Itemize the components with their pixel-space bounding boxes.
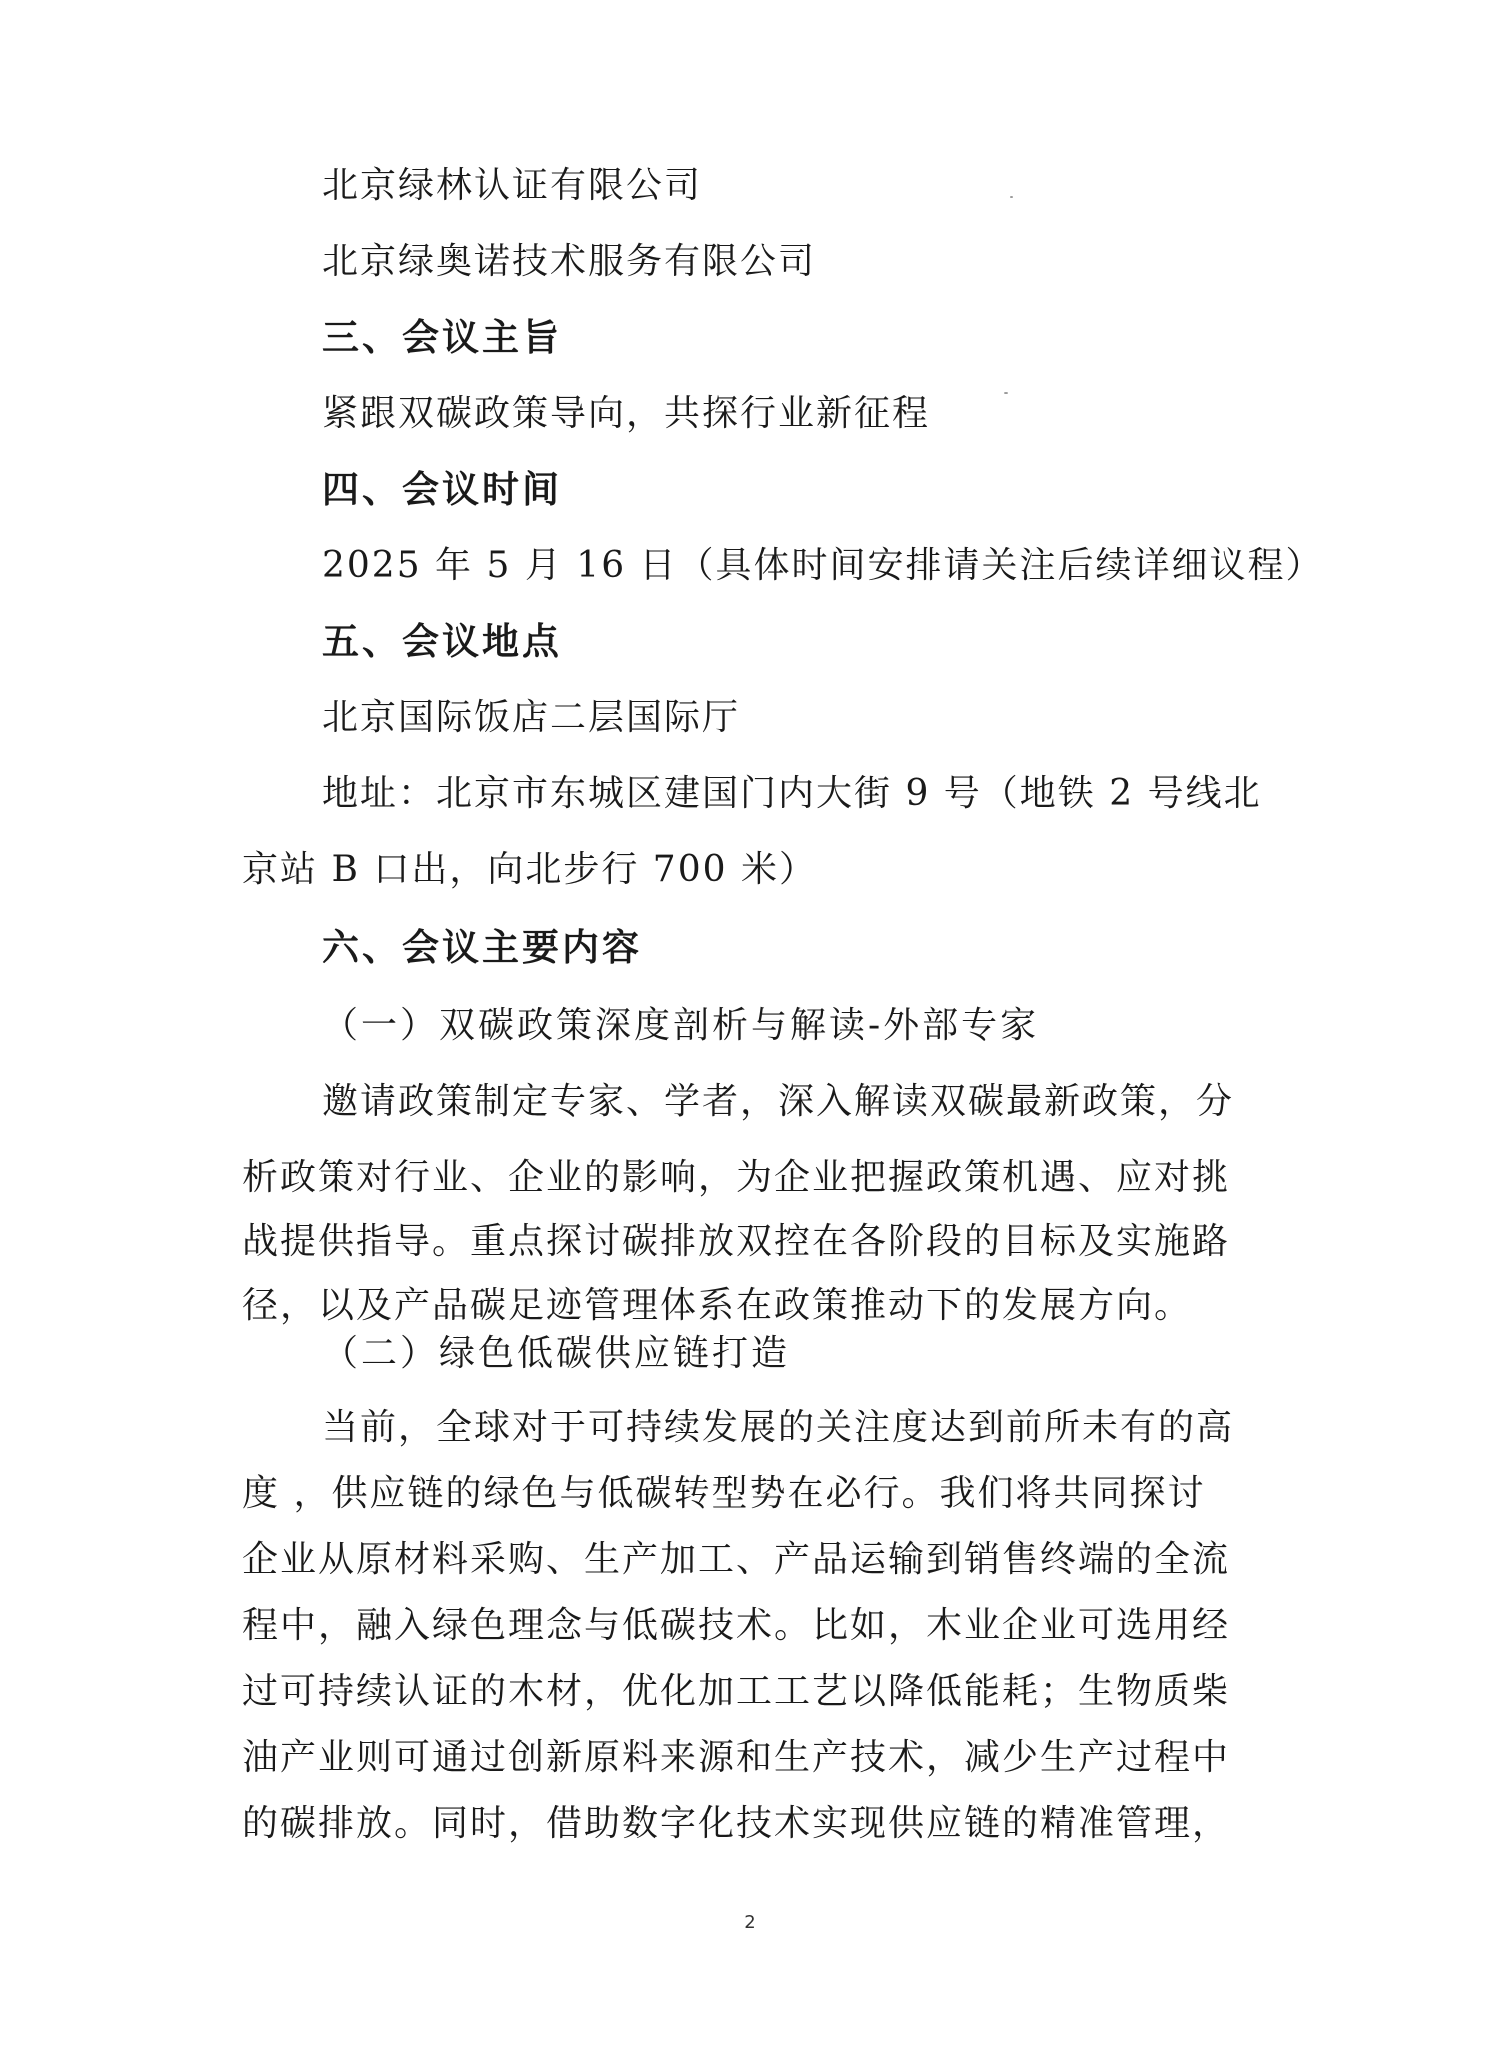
body-line: 京站 B 口出，向北步行 700 米） xyxy=(242,849,817,890)
paragraph-line: 过可持续认证的木材，优化加工工艺以降低能耗；生物质柴 xyxy=(242,1671,1231,1712)
company-name-line: 北京绿林认证有限公司 xyxy=(322,165,703,206)
body-line: 地址：北京市东城区建国门内大街 9 号（地铁 2 号线北 xyxy=(322,773,1262,814)
paragraph-line: 度 ，供应链的绿色与低碳转型势在必行。我们将共同探讨 xyxy=(242,1473,1206,1514)
body-line: 紧跟双碳政策导向，共探行业新征程 xyxy=(322,393,931,434)
paragraph-line: 油产业则可通过创新原料来源和生产技术，减少生产过程中 xyxy=(242,1737,1231,1778)
body-line: 北京国际饭店二层国际厅 xyxy=(322,697,741,738)
paragraph-line: 当前，全球对于可持续发展的关注度达到前所未有的高 xyxy=(322,1407,1235,1448)
subsection-heading: （一）双碳政策深度剖析与解读-外部专家 xyxy=(322,1005,1040,1046)
paragraph-line: 径，以及产品碳足迹管理体系在政策推动下的发展方向。 xyxy=(242,1285,1193,1326)
paragraph-line: 程中，融入绿色理念与低碳技术。比如，木业企业可选用经 xyxy=(242,1605,1231,1646)
company-name-line: 北京绿奥诺技术服务有限公司 xyxy=(322,241,817,282)
subsection-heading: （二）绿色低碳供应链打造 xyxy=(322,1333,791,1374)
paragraph-line: 邀请政策制定专家、学者，深入解读双碳最新政策，分 xyxy=(322,1081,1235,1122)
scan-speck xyxy=(1010,196,1013,198)
page-number: 2 xyxy=(744,1912,756,1933)
paragraph-line: 的碳排放。同时，借助数字化技术实现供应链的精准管理， xyxy=(242,1803,1231,1844)
body-line: 2025 年 5 月 16 日（具体时间安排请关注后续详细议程） xyxy=(322,545,1324,586)
section-heading: 五、会议地点 xyxy=(322,620,562,663)
section-heading: 六、会议主要内容 xyxy=(322,926,642,969)
section-heading: 三、会议主旨 xyxy=(322,316,562,359)
paragraph-line: 析政策对行业、企业的影响，为企业把握政策机遇、应对挑 xyxy=(242,1157,1231,1198)
scan-speck xyxy=(1004,392,1008,394)
paragraph-line: 战提供指导。重点探讨碳排放双控在各阶段的目标及实施路 xyxy=(242,1221,1231,1262)
paragraph-line: 企业从原材料采购、生产加工、产品运输到销售终端的全流 xyxy=(242,1539,1231,1580)
section-heading: 四、会议时间 xyxy=(322,468,562,511)
